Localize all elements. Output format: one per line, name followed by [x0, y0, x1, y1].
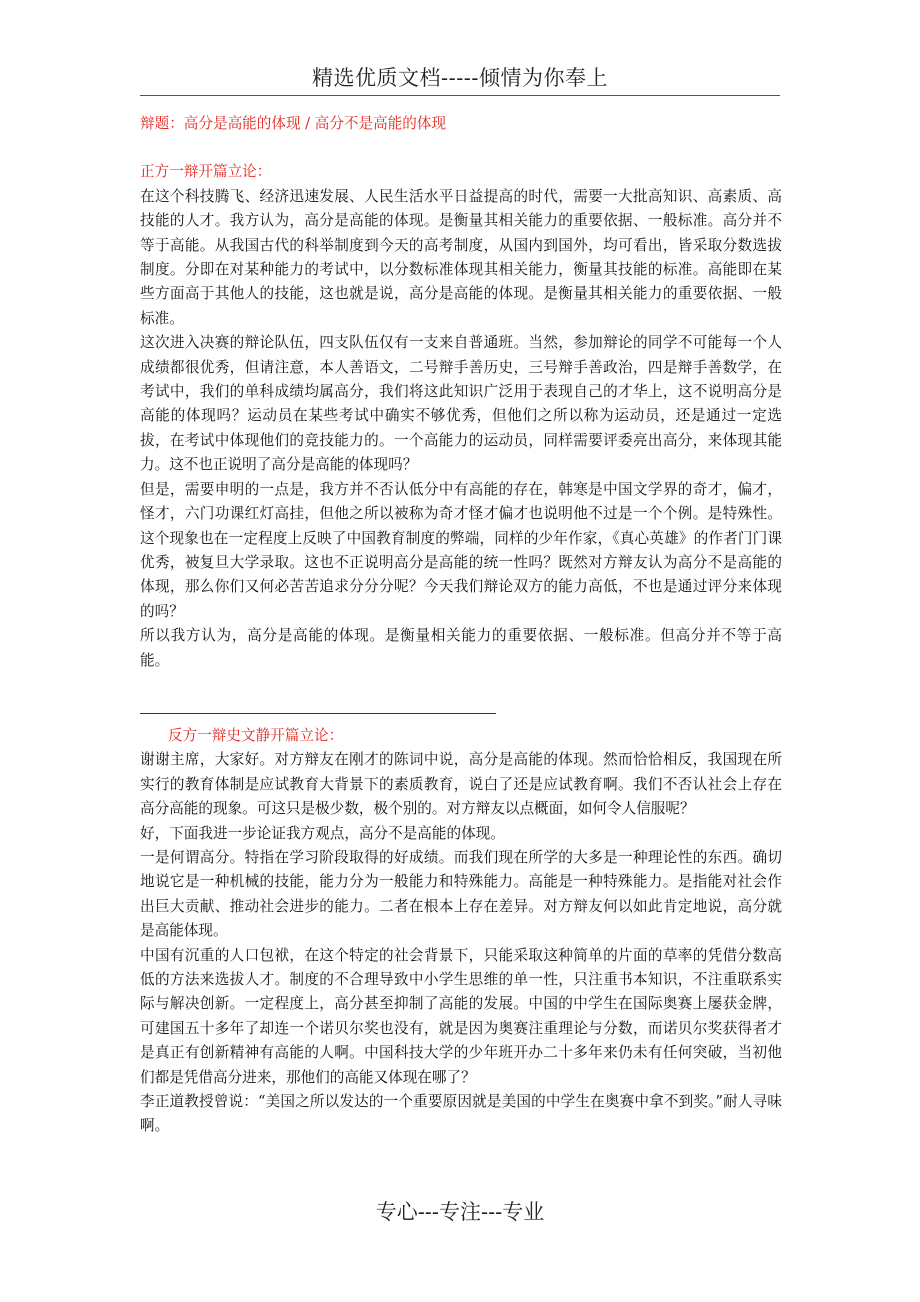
- section-divider: [140, 713, 496, 714]
- negative-paragraph: 中国有沉重的人口包袱，在这个特定的社会背景下，只能采取这种简单的片面的草率的凭借分数高低的方法来选拔人才。制度的不合理导致中小学生思维的单一性，只注重书本知识，不注重联系实际与解决创新。一定程度上，高分甚至抑制了高能的发展。中国的中学生在国际奥赛上屡获金牌，可建国五十多年了却连一个诺贝尔奖也没有，就是因为奥赛注重理论与分数，而诺贝尔奖获得者才是真正有创新精神有高能的人啊。中国科技大学的少年班开办二十多年来仍未有任何突破，当初他们都是凭借高分进来，那他们的高能又体现在哪了？: [140, 946, 782, 1086]
- affirmative-paragraph: 这次进入决赛的辩论队伍，四支队伍仅有一支来自普通班。当然，参加辩论的同学不可能每一个人成绩都很优秀，但请注意，本人善语文，二号辩手善历史，三号辩手善政治，四是辩手善数学，在考试中，我们的单科成绩均属高分，我们将这此知识广泛用于表现自己的才华上，这不说明高分是高能的体现吗？运动员在某些考试中确实不够优秀，但他们之所以称为运动员，还是通过一定选拔，在考试中体现他们的竞技能力的。一个高能力的运动员，同样需要评委亮出高分，来体现其能力。这不也正说明了高分是高能的体现吗？: [140, 334, 782, 474]
- negative-paragraph: 好，下面我进一步论证我方观点，高分不是高能的体现。: [140, 824, 505, 842]
- negative-heading: 反方一辩史文静开篇立论：: [168, 726, 344, 744]
- affirmative-paragraph: 所以我方认为，高分是高能的体现。是衡量相关能力的重要依据、一般标准。但高分并不等于高能。: [140, 627, 782, 669]
- spacer: [140, 136, 782, 160]
- affirmative-paragraph: 在这个科技腾飞、经济迅速发展、人民生活水平日益提高的时代，需要一大批高知识、高素质、高技能的人才。我方认为，高分是高能的体现。是衡量其相关能力的重要依据、一般标准。高分并不等于高能。从我国古代的科举制度到今天的高考制度，从国内到国外，均可看出，皆采取分数选拔制度。分即在对某种能力的考试中，以分数标准体现其相关能力，衡量其技能的标准。高能即在某些方面高于其他人的技能，这也就是说，高分是高能的体现。是衡量其相关能力的重要依据、一般标准。: [140, 187, 782, 327]
- negative-paragraph: 李正道教授曾说：“美国之所以发达的一个重要原因就是美国的中学生在奥赛中拿不到奖。”耐人寻味啊。: [140, 1093, 782, 1135]
- affirmative-heading: 正方一辩开篇立论：: [140, 163, 272, 181]
- page-footer: 专心---专注---专业: [375, 1200, 545, 1224]
- spacer: [140, 673, 782, 707]
- negative-paragraph: 谢谢主席，大家好。对方辩友在刚才的陈词中说，高分是高能的体现。然而恰恰相反，我国现在所实行的教育体制是应试教育大背景下的素质教育，说白了还是应试教育啊。我们不否认社会上存在高分高能的现象。可这只是极少数，极个别的。对方辩友以点概面，如何令人信服呢？: [140, 751, 782, 818]
- page-header-title: 精选优质文档-----倾情为你奉上: [312, 66, 608, 90]
- debate-topic: 辩题：高分是高能的体现 / 高分不是高能的体现: [140, 115, 447, 132]
- document-body: [140, 112, 782, 1139]
- header-rule: [140, 95, 780, 96]
- negative-paragraph: 一是何谓高分。特指在学习阶段取得的好成绩。而我们现在所学的大多是一种理论性的东西。确切地说它是一种机械的技能，能力分为一般能力和特殊能力。高能是一种特殊能力。是指能对社会作出巨大贡献、推动社会进步的能力。二者在根本上存在差异。对方辩友何以如此肯定地说，高分就是高能体现。: [140, 848, 782, 940]
- affirmative-paragraph: 但是，需要申明的一点是，我方并不否认低分中有高能的存在，韩寒是中国文学界的奇才，偏才，怪才，六门功课红灯高挂，但他之所以被称为奇才怪才偏才也说明他不过是一个个例。是特殊性。这个现象也在一定程度上反映了中国教育制度的弊端，同样的少年作家，《真心英雄》的作者门门课优秀，被复旦大学录取。这也不正说明高分是高能的统一性吗？既然对方辩友认为高分不是高能的体现，那么你们又何必苦苦追求分分分呢？今天我们辩论双方的能力高低，不也是通过评分来体现的吗？: [140, 480, 782, 620]
